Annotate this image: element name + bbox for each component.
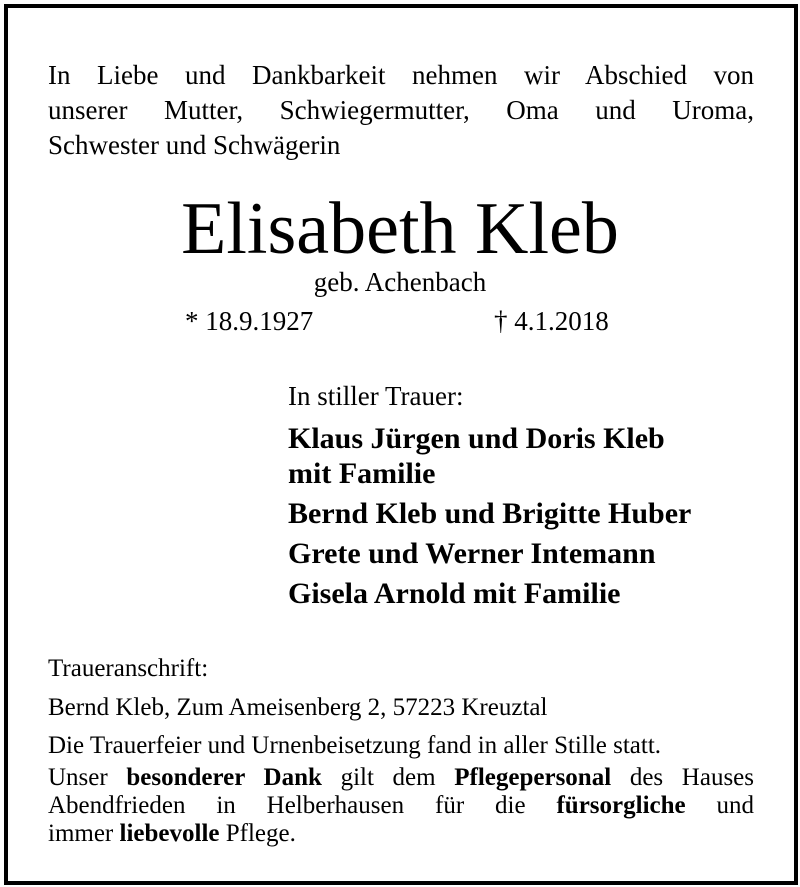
mourning-label: In stiller Trauer: — [288, 381, 464, 411]
thanks-text-part: Unser — [48, 764, 108, 791]
thanks-line — [48, 792, 754, 820]
mourner-name: Bernd Kleb und Brigitte Huber — [288, 497, 692, 530]
mourner-name: Gisela Arnold mit Familie — [288, 577, 621, 610]
mourner-name: Grete und Werner Intemann — [288, 537, 656, 570]
mourner-name: Klaus Jürgen und Doris Kleb — [288, 422, 665, 455]
intro-line: unserer Mutter, Schwiegermutter, Oma und Uroma, — [48, 95, 754, 125]
thanks-text-part: Abendfrieden in Helberhausen für die — [48, 792, 526, 819]
thanks-emphasis: Pflegepersonal — [454, 764, 612, 791]
thanks-text-part: gilt dem — [340, 764, 436, 791]
thanks-text — [48, 764, 754, 848]
thanks-emphasis: liebevolle — [119, 820, 220, 847]
deceased-name: Elisabeth Kleb — [181, 188, 619, 270]
thanks-text-part: des Hauses — [629, 764, 755, 791]
death-date: † 4.1.2018 — [494, 306, 609, 336]
thanks-emphasis: fürsorgliche — [556, 792, 686, 819]
address-label: Traueranschrift: — [48, 655, 209, 682]
intro-text — [48, 58, 754, 163]
birth-date: * 18.9.1927 — [185, 306, 314, 336]
thanks-text-part: Pflege. — [225, 820, 296, 847]
thanks-text-part: immer — [48, 820, 114, 847]
mourner-name: mit Familie — [288, 457, 436, 490]
mourners-list — [288, 421, 691, 611]
thanks-text-part: und — [716, 792, 754, 819]
service-note: Die Trauerfeier und Urnenbeisetzung fand in aller Stille statt. — [48, 732, 662, 759]
thanks-line — [48, 820, 754, 848]
address-value: Bernd Kleb, Zum Ameisenberg 2, 57223 Kreuztal — [48, 694, 548, 721]
thanks-line — [48, 764, 754, 792]
thanks-emphasis: besonderer Dank — [126, 764, 322, 791]
intro-line: In Liebe und Dankbarkeit nehmen wir Abschied von — [48, 60, 754, 90]
maiden-name: geb. Achenbach — [313, 267, 487, 297]
intro-line: Schwester und Schwägerin — [48, 130, 341, 160]
